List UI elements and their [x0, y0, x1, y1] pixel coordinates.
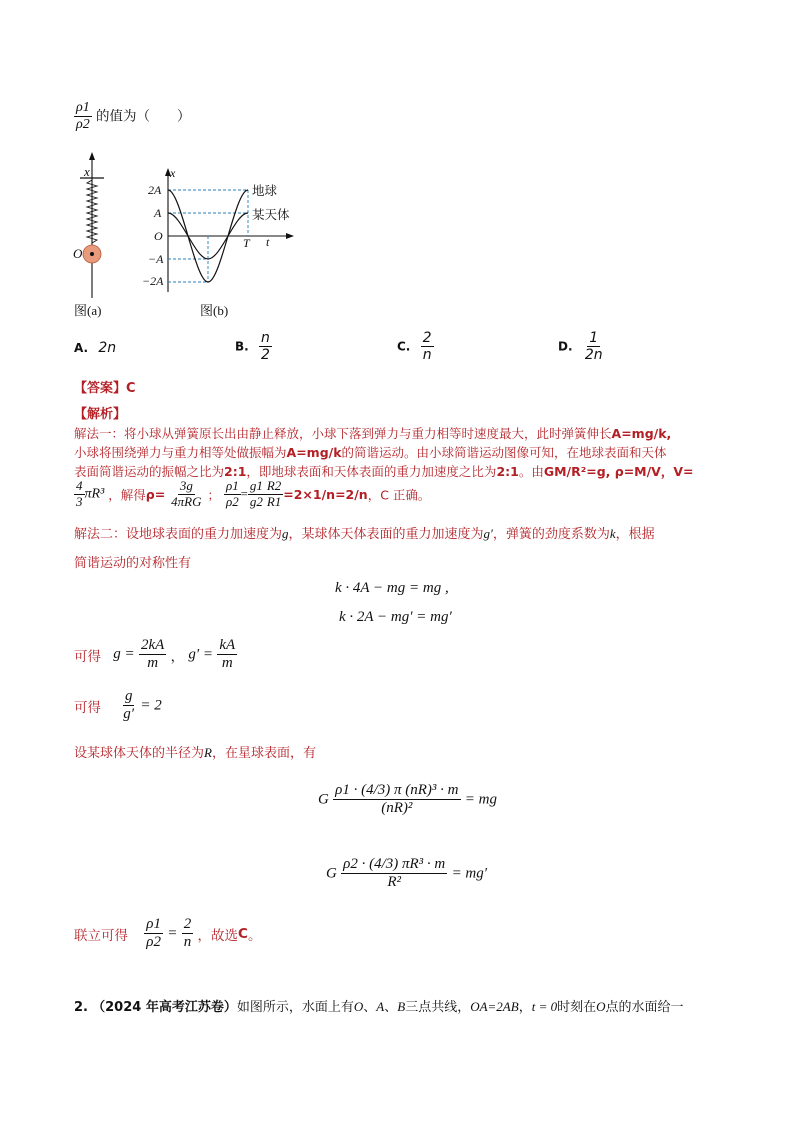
method1-line3: 表面简谐运动的振幅之比为2:1，即地球表面和天体表面的重力加速度之比为2:1。由GM/R²=g, ρ=M/V，V=: [74, 464, 694, 479]
answer: 【答案】C: [74, 381, 136, 396]
equation-2: k · 2A − mg′ = mg′: [339, 609, 452, 625]
method1-line2: 小球将围绕弹力与重力相等处做振幅为A=mg/k的简谐运动。由小球简谐运动图像可知，在地球表面和天体: [74, 445, 667, 460]
option-d[interactable]: D. $\frac{1}{2n}$: [558, 330, 603, 364]
option-c[interactable]: C. $\frac{2}{n}$: [397, 330, 432, 364]
method1-line1: 解法一：将小球从弹簧原长出由静止释放，小球下落到弹力与重力相等时速度最大，此时弹簧伸长A=mg/k,: [74, 426, 672, 441]
fig-b-caption: 图(b): [200, 303, 229, 318]
radius-line: 设某球体天体的半径为R，在星球表面，有: [74, 745, 316, 761]
fig-b-label-earth: 地球: [252, 183, 278, 198]
equation-earth: G $\frac{\text{ρ1 · (4/3) π (nR)³ · m}}{\text{(nR)²}}$ = mg: [318, 782, 498, 817]
option-a[interactable]: A. 2n: [74, 340, 117, 356]
method1-line4: $\frac{4}{3}$ πR³ ，解得ρ= $\frac{3g}{\text{4πRG}}$ ； $\frac{\rho 1}{\rho 2}$ = $\frac{g1}{g2}$ $\frac{R2}{R1}$ =2×1/n=2/n，C 正确。: [76, 478, 431, 509]
final-result: 联立可得 $\frac{\rho 1}{\rho 2}$ = $\frac{2}{n}$ ，故选C。: [74, 916, 262, 951]
ratio-fraction: $\frac{\rho 1}{\rho 2}$: [76, 100, 90, 133]
fig-b-tick-negA: −A: [148, 252, 164, 266]
fig-b-tick-neg2A: −2A: [142, 274, 164, 288]
fig-a-caption: 图(a): [74, 303, 102, 318]
fig-a-origin-label: O: [73, 246, 83, 261]
question-stem: [74, 100, 191, 133]
method2-line2: 简谐运动的对称性有: [74, 556, 192, 571]
equation-body: G $\frac{\text{ρ2 · (4/3) πR³ · m}}{\text{R²}}$ = mg′: [326, 856, 488, 891]
next-question: 2. （2024 年高考江苏卷）如图所示，水面上有O、A、B三点共线，OA=2AB，t = 0时刻在O点的水面给一: [74, 999, 684, 1015]
analysis-title: 【解析】: [74, 407, 127, 422]
fig-b-axis-t: t: [266, 235, 270, 249]
stem-text: 的值为（ ）: [96, 108, 191, 125]
fig-b-label-body: 某天体: [252, 207, 290, 222]
fig-b-axis-y: x: [170, 166, 176, 180]
figure-a-spring: [68, 150, 118, 300]
fig-a-axis-label: x: [84, 164, 90, 179]
fig-b-tick-2A: 2A: [148, 183, 162, 197]
fig-b-tick-A: A: [154, 206, 162, 220]
fig-b-tick-O: O: [154, 229, 163, 243]
equation-1: k · 4A − mg = mg ,: [335, 580, 449, 596]
option-b[interactable]: B. $\frac{n}{2}$: [235, 330, 270, 364]
g-solutions: 可得 g = $\frac{2kA}{m}$ ， g′ = $\frac{kA}{m}$: [74, 637, 236, 672]
g-ratio: 可得 $\frac{g}{g'}$ = 2: [74, 688, 162, 723]
fig-b-tick-T: T: [243, 236, 250, 250]
method2-line1: 解法二：设地球表面的重力加速度为g，某球体天体表面的重力加速度为g′，弹簧的劲度系数为k，根据: [74, 526, 655, 542]
